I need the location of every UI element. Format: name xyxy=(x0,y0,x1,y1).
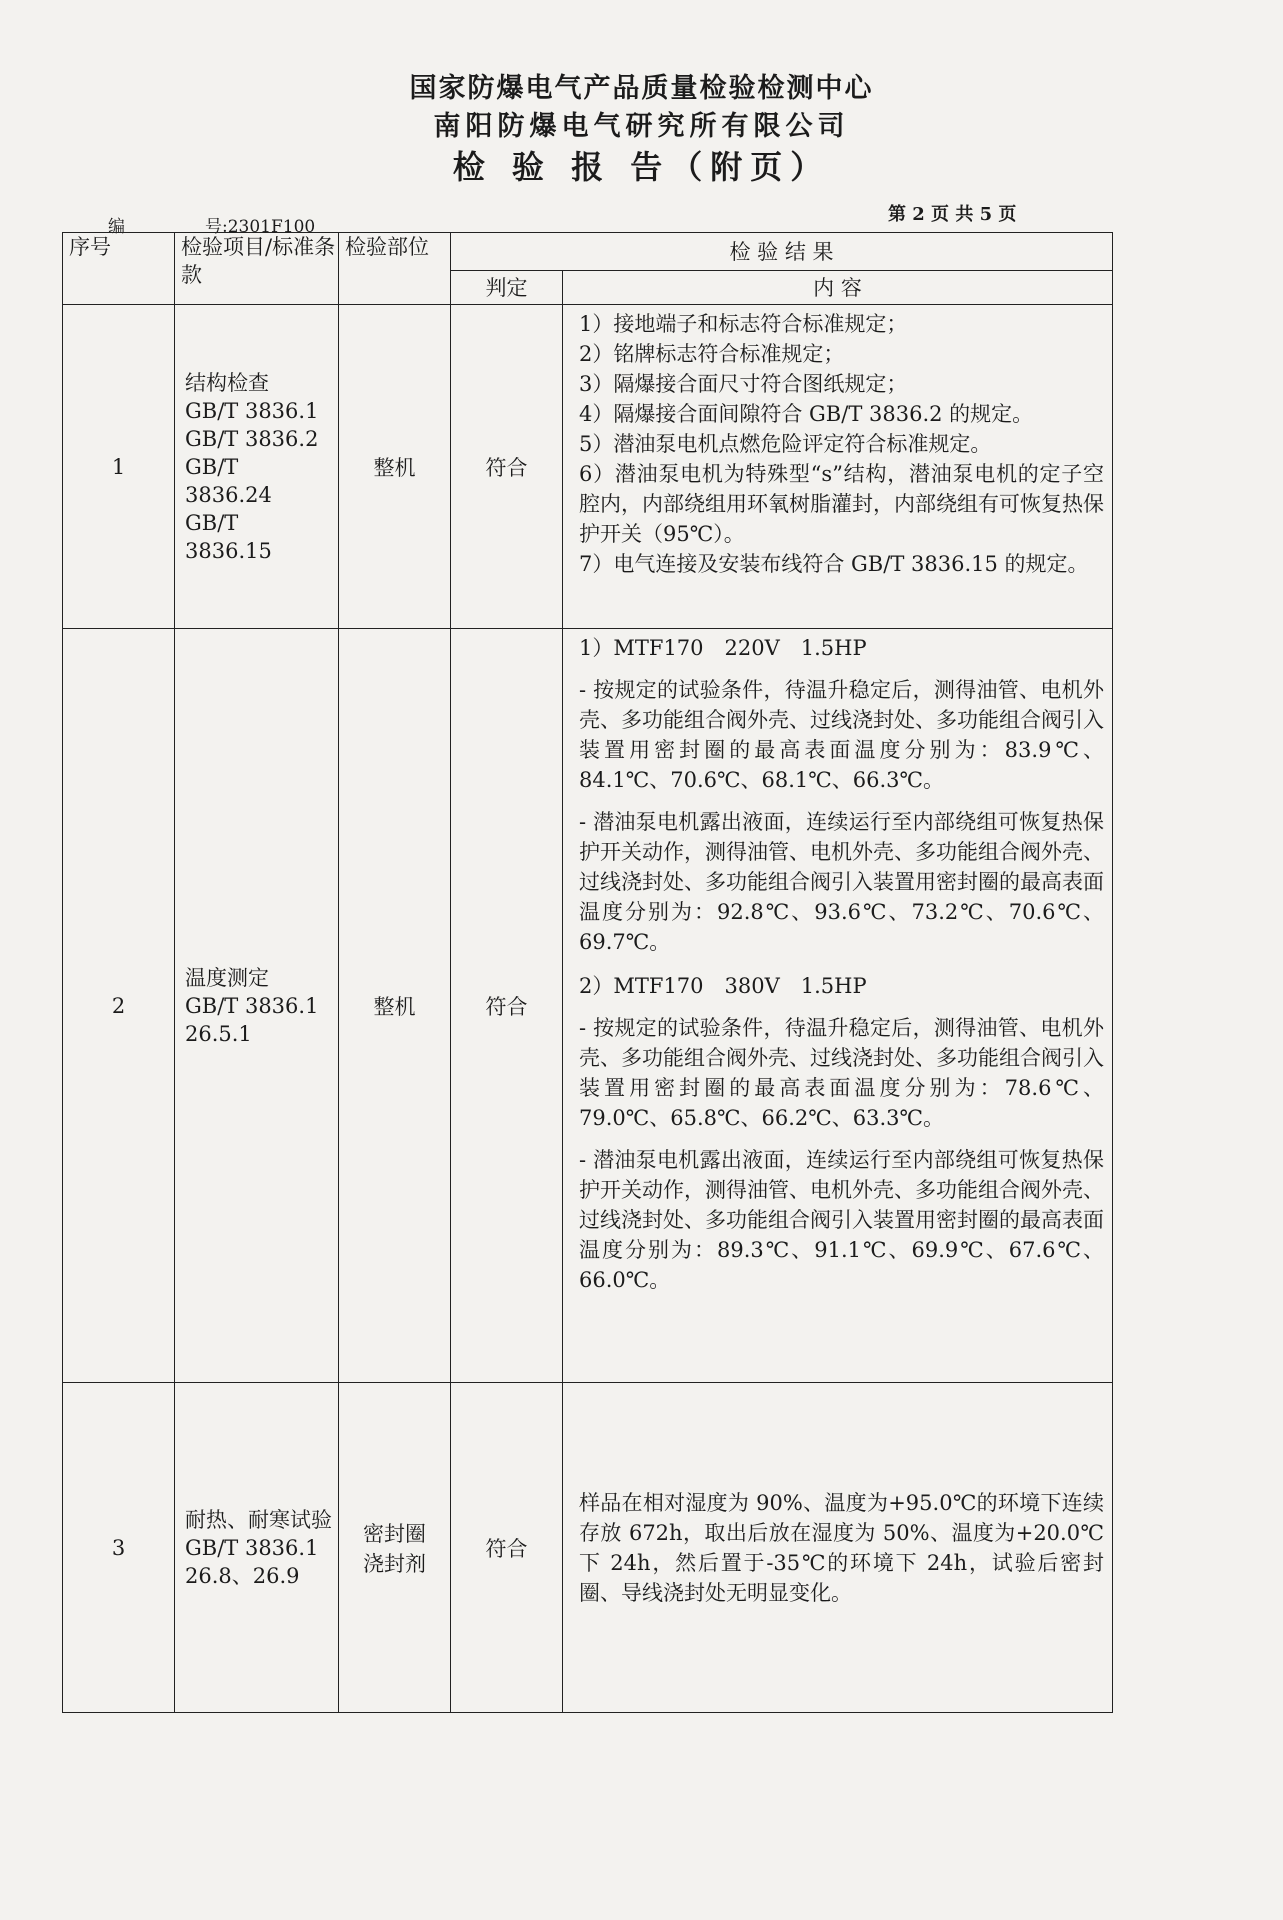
content-paragraph: - 潜油泵电机露出液面，连续运行至内部绕组可恢复热保护开关动作，测得油管、电机外壳、多功能组合阀外壳、过线浇封处、多功能组合阀引入装置用密封圈的最高表面温度分别为：92.8℃、93.6℃、73.2℃、70.6℃、69.7℃。 xyxy=(579,810,1104,954)
row-verdict: 符合 xyxy=(451,629,563,1383)
row-content xyxy=(563,305,1113,629)
row-seq: 3 xyxy=(63,1383,175,1713)
table-row xyxy=(63,305,1113,629)
header-content: 内 容 xyxy=(563,271,1113,305)
row-item: 温度测定 GB/T 3836.1 26.5.1 xyxy=(175,629,339,1383)
row-part: 整机 xyxy=(339,629,451,1383)
row-seq: 2 xyxy=(63,629,175,1383)
content-line: 2）铭牌标志符合标准规定； xyxy=(579,342,845,366)
results-table xyxy=(62,232,1113,1713)
report-title: 检 验 报 告（附页） xyxy=(452,148,831,186)
table-row xyxy=(63,1383,1113,1713)
section-title: 1）MTF170 220V 1.5HP xyxy=(579,636,867,660)
header-item: 检验项目/标准条款 xyxy=(175,233,339,305)
content-line: 5）潜油泵电机点燃危险评定符合标准规定。 xyxy=(579,432,992,456)
page-indicator: 第 2 页 共 5 页 xyxy=(888,204,1017,225)
row-verdict: 符合 xyxy=(451,305,563,629)
row-part: 整机 xyxy=(339,305,451,629)
row-seq: 1 xyxy=(63,305,175,629)
content-line: 1）接地端子和标志符合标准规定； xyxy=(579,312,908,336)
report-number-value: 号:2301F100 xyxy=(205,217,316,237)
content-paragraph: - 按规定的试验条件，待温升稳定后，测得油管、电机外壳、多功能组合阀外壳、过线浇封处、多功能组合阀引入装置用密封圈的最高表面温度分别为：78.6℃、79.0℃、65.8℃、66.2℃、63.3℃。 xyxy=(579,1016,1104,1130)
content-paragraph: - 潜油泵电机露出液面，连续运行至内部绕组可恢复热保护开关动作，测得油管、电机外壳、多功能组合阀外壳、过线浇封处、多功能组合阀引入装置用密封圈的最高表面温度分别为：89.3℃、91.1℃、69.9℃、67.6℃、66.0℃。 xyxy=(579,1148,1104,1292)
content-line: 4）隔爆接合面间隙符合 GB/T 3836.2 的规定。 xyxy=(579,402,1034,426)
header-seq: 序号 xyxy=(63,233,175,305)
report-number-label: 编 xyxy=(108,217,125,237)
section-title: 2）MTF170 380V 1.5HP xyxy=(579,974,867,998)
table-row xyxy=(63,629,1113,1383)
header-part: 检验部位 xyxy=(339,233,451,305)
row-part: 密封圈 浇封剂 xyxy=(339,1383,451,1713)
header-row-1 xyxy=(63,233,1113,271)
content-line: 3）隔爆接合面尺寸符合图纸规定； xyxy=(579,372,908,396)
row-content xyxy=(563,629,1113,1383)
header-verdict: 判定 xyxy=(451,271,563,305)
row-verdict: 符合 xyxy=(451,1383,563,1713)
content-line: 6）潜油泵电机为特殊型“s”结构，潜油泵电机的定子空腔内，内部绕组用环氧树脂灌封，内部绕组有可恢复热保护开关（95℃）。 xyxy=(579,462,1104,546)
org-line-2: 南阳防爆电气研究所有限公司 xyxy=(433,111,850,142)
content-paragraph: 样品在相对湿度为 90%、温度为+95.0℃的环境下连续存放 672h，取出后放在湿度为 50%、温度为+20.0℃下 24h，然后置于-35℃的环境下 24h，试验后密封圈、导线浇封处无明显变化。 xyxy=(579,1490,1104,1605)
content-paragraph: - 按规定的试验条件，待温升稳定后，测得油管、电机外壳、多功能组合阀外壳、过线浇封处、多功能组合阀引入装置用密封圈的最高表面温度分别为：83.9℃、84.1℃、70.6℃、68.1℃、66.3℃。 xyxy=(579,678,1104,792)
row-item: 耐热、耐寒试验 GB/T 3836.1 26.8、26.9 xyxy=(175,1383,339,1713)
row-content xyxy=(563,1383,1113,1713)
row-item: 结构检查 GB/T 3836.1 GB/T 3836.2 GB/T 3836.24 GB/T 3836.15 xyxy=(175,305,339,629)
content-line: 7）电气连接及安装布线符合 GB/T 3836.15 的规定。 xyxy=(579,552,1089,576)
header-result: 检 验 结 果 xyxy=(451,233,1113,271)
org-line-1: 国家防爆电气产品质量检验检测中心 xyxy=(409,73,874,104)
